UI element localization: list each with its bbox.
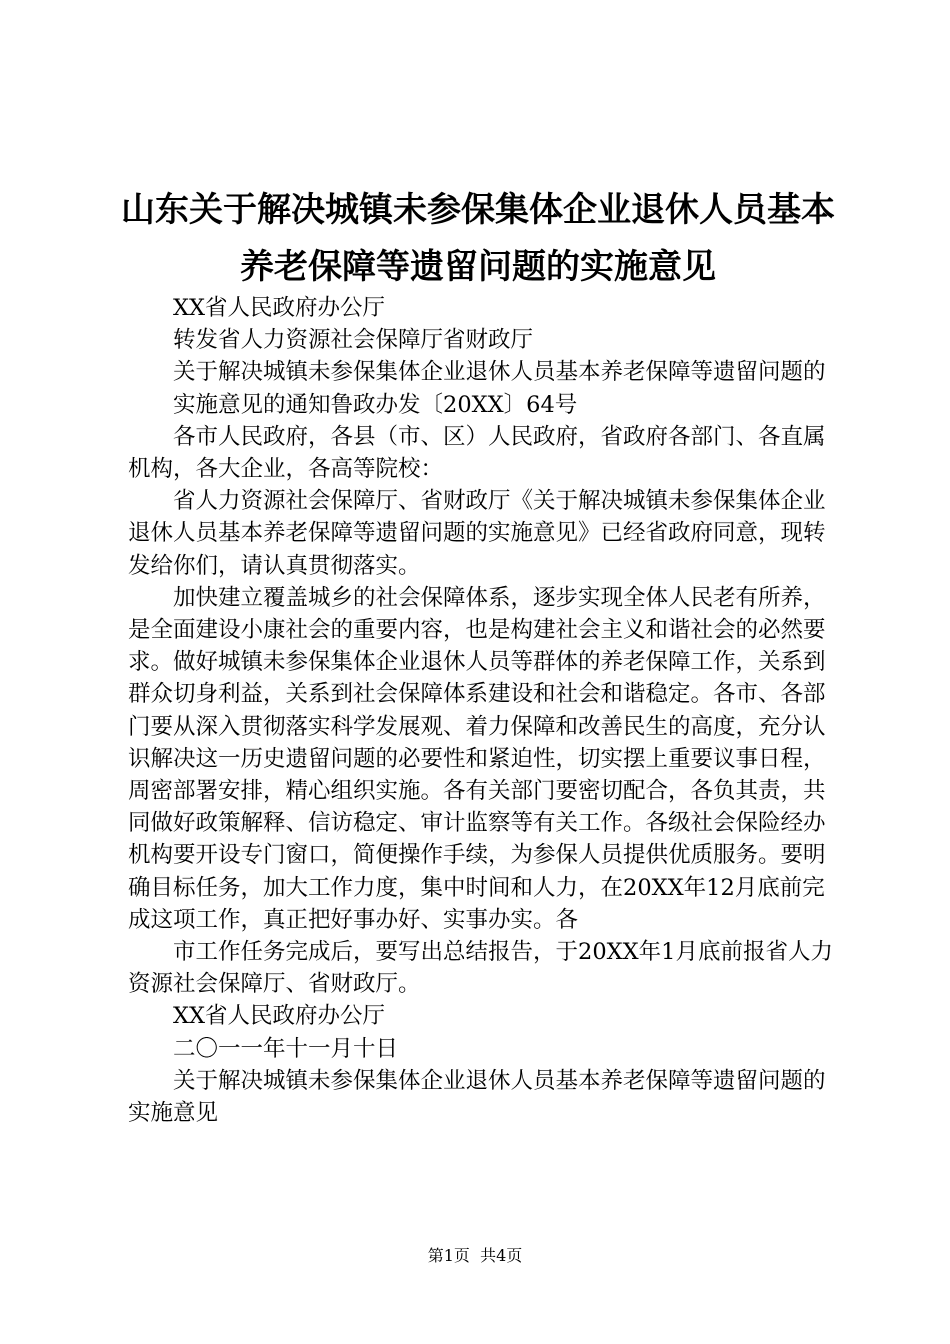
- page-number: 第1页: [427, 1246, 470, 1265]
- addressees-paragraph: 各市人民政府，各县（市、区）人民政府，省政府各部门、各直属机构，各大企业，各高等院校：: [128, 423, 826, 483]
- transmittal-paragraph: 省人力资源社会保障厅、省财政厅《关于解决城镇未参保集体企业退休人员基本养老保障等遗留问题的实施意见》已经省政府同意，现转发给你们，请认真贯彻落实。: [128, 488, 826, 579]
- signature-date: 二〇一一年十一月十日: [173, 1035, 399, 1062]
- subject-line: 关于解决城镇未参保集体企业退休人员基本养老保障等遗留问题的: [173, 359, 826, 386]
- document-body: [128, 292, 840, 1129]
- report-requirement-paragraph: 市工作任务完成后，要写出总结报告，于20XX年1月底前报省人力资源社会保障厅、省财政厅。: [128, 939, 833, 998]
- document-title: 山东关于解决城镇未参保集体企业退休人员基本养老保障等遗留问题的实施意见: [121, 190, 835, 287]
- page-total: 共4页: [480, 1246, 523, 1265]
- issuer-line: XX省人民政府办公厅: [173, 295, 386, 321]
- forward-line: 转发省人力资源社会保障厅省财政厅: [173, 327, 534, 354]
- main-body-paragraph: 加快建立覆盖城乡的社会保障体系，逐步实现全体人民老有所养，是全面建设小康社会的重要内容，也是构建社会主义和谐社会的必然要求。做好城镇未参保集体企业退休人员等群体的养老保障工作，关系到群众切身利益，关系到社会保障体系建设和社会和谐稳定。各市、各部门要从深入贯彻落实科学发展观、着力保障和改善民生的高度，充分认识解决这一历史遗留问题的必要性和紧迫性，切实摆上重要议事日程，周密部署安排，精心组织实施。各有关部门要密切配合，各负其责，共同做好政策解释、信访稳定、审计监察等有关工作。各级社会保险经办机构要开设专门窗口，简便操作手续，为参保人员提供优质服务。要明确目标任务，加大工作力度，集中时间和人力，在20XX年12月底前完成这项工作，真正把好事办好、实事办实。各: [128, 584, 826, 933]
- attachment-title: 关于解决城镇未参保集体企业退休人员基本养老保障等遗留问题的实施意见: [128, 1067, 826, 1127]
- notice-number-line: 实施意见的通知鲁政办发〔20XX〕64号: [173, 391, 578, 418]
- page-footer: [0, 1246, 950, 1266]
- signature-issuer: XX省人民政府办公厅: [173, 1003, 386, 1030]
